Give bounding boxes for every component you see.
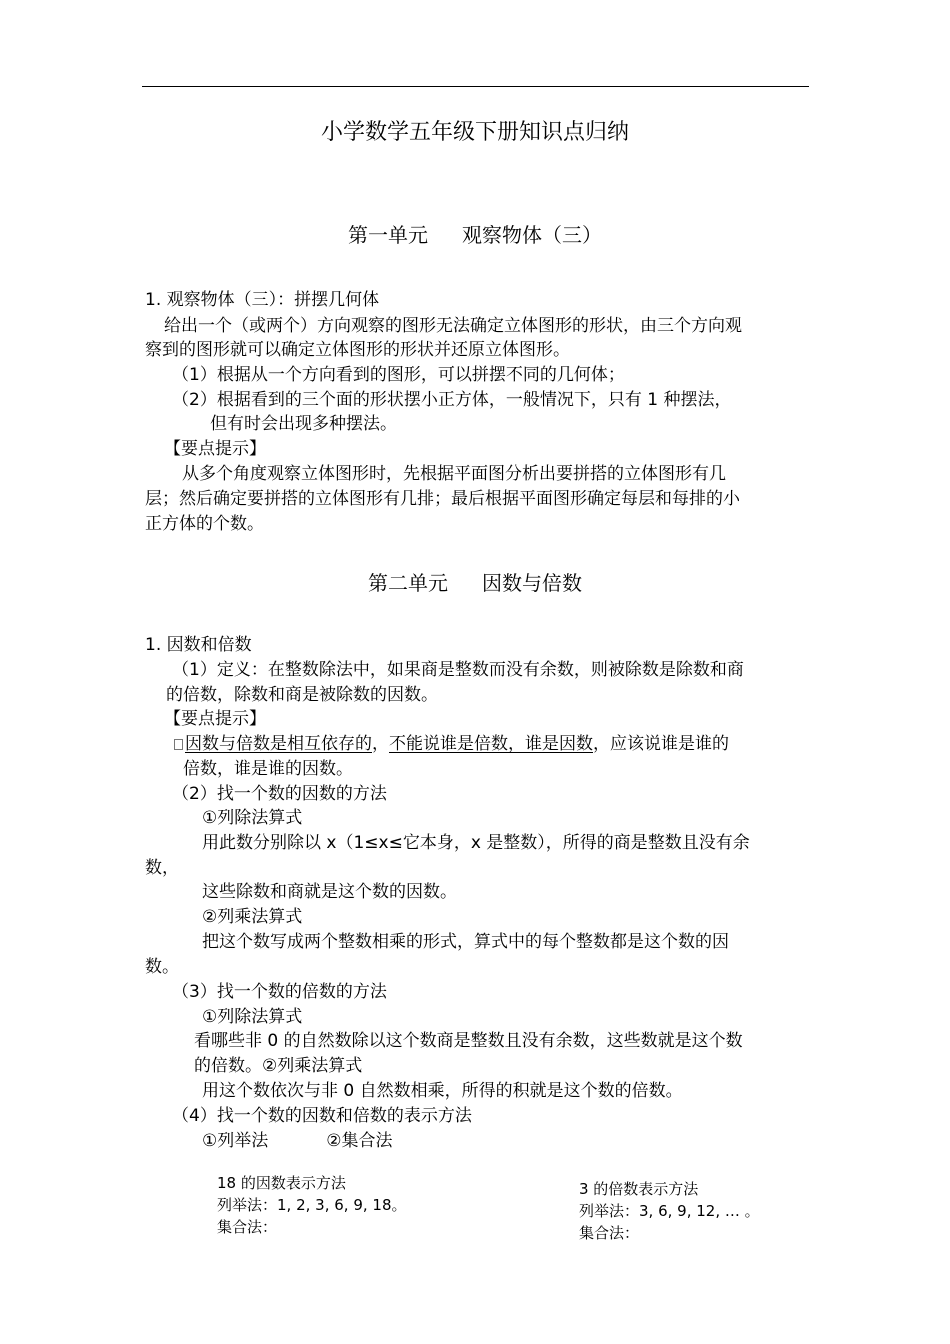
example2-title: 3 的倍数表示方法 [579,1180,699,1198]
unit2-section1-title: 1. 因数和倍数 [145,635,252,655]
unit1-tip-line3: 正方体的个数。 [145,514,264,534]
unit2-tip-line1 [174,734,729,754]
example1-title: 18 的因数表示方法 [217,1174,346,1192]
unit2-definition-line2: 的倍数，除数和商是被除数的因数。 [166,685,438,705]
example1-set-method: 集合法： [217,1218,278,1236]
method3-a-line2: 的倍数。②列乘法算式 [194,1056,363,1076]
unit2-heading [0,571,950,595]
unit2-number: 第二单元 [368,571,448,595]
document-title: 小学数学五年级下册知识点归纳 [320,120,629,145]
method2-a-line3: 这些除数和商就是这个数的因数。 [202,882,457,902]
tip-underlined-phrase-2: 不能说谁是倍数，谁是因数 [389,734,593,754]
method4-option-list: ①列举法 [202,1131,269,1151]
bullet-box-icon [174,739,183,750]
unit1-tip-label: 【要点提示】 [164,439,266,459]
tip-underlined-phrase-1: 因数与倍数是相互依存的 [185,734,372,754]
unit1-name: 观察物体（三） [462,223,602,247]
unit2-name: 因数与倍数 [482,571,582,595]
unit1-para-line2: 察到的图形就可以确定立体图形的形状并还原立体图形。 [145,340,570,360]
example2-set-method: 集合法： [579,1224,640,1242]
method3-a-title: ①列除法算式 [202,1007,303,1027]
method4-options [202,1131,393,1151]
method2-title: （2）找一个数的因数的方法 [172,784,387,804]
unit1-heading [0,223,950,247]
method2-a-line1: 用此数分别除以 x（1≤x≤它本身，x 是整数），所得的商是整数且没有余 [202,833,750,853]
example2-list-method: 列举法：3, 6, 9, 12, … 。 [579,1202,760,1220]
unit1-tip-line2: 层；然后确定要拼搭的立体图形有几排；最后根据平面图形确定每层和每排的小 [145,489,740,509]
header-rule [142,86,809,87]
method2-b-title: ②列乘法算式 [202,907,303,927]
tip-comma: ， [372,734,389,754]
unit2-definition-line1: （1）定义：在整数除法中，如果商是整数而没有余数，则被除数是除数和商 [172,660,744,680]
method2-a-title: ①列除法算式 [202,808,303,828]
unit1-item1: （1）根据从一个方向看到的图形，可以拼摆不同的几何体； [172,365,625,385]
unit1-number: 第一单元 [348,223,428,247]
method2-a-line2: 数， [145,858,179,878]
method2-b-line2: 数。 [145,957,179,977]
method2-b-line1: 把这个数写成两个整数相乘的形式，算式中的每个整数都是这个数的因 [202,932,729,952]
unit2-tip-label: 【要点提示】 [164,709,266,729]
tip-rest: ，应该说谁是谁的 [593,734,729,754]
example1-list-method: 列举法：1, 2, 3, 6, 9, 18。 [217,1196,407,1214]
unit1-tip-line1: 从多个角度观察立体图形时，先根据平面图分析出要拼搭的立体图形有几 [182,464,726,484]
method4-option-set: ②集合法 [326,1131,393,1151]
unit1-para-line1: 给出一个（或两个）方向观察的图形无法确定立体图形的形状，由三个方向观 [164,316,742,336]
unit1-item2-line2: 但有时会出现多种摆法。 [210,414,397,434]
method3-b-line1: 用这个数依次与非 0 自然数相乘，所得的积就是这个数的倍数。 [202,1081,683,1101]
unit1-section1-title: 1. 观察物体（三）：拼摆几何体 [145,290,380,310]
unit2-tip-line2: 倍数，谁是谁的因数。 [183,759,353,779]
method3-title: （3）找一个数的倍数的方法 [172,982,387,1002]
unit1-item2-line1: （2）根据看到的三个面的形状摆小正方体，一般情况下，只有 1 种摆法， [172,390,732,410]
method3-a-line1: 看哪些非 0 的自然数除以这个数商是整数且没有余数，这些数就是这个数 [194,1031,743,1051]
method4-title: （4）找一个数的因数和倍数的表示方法 [172,1106,472,1126]
